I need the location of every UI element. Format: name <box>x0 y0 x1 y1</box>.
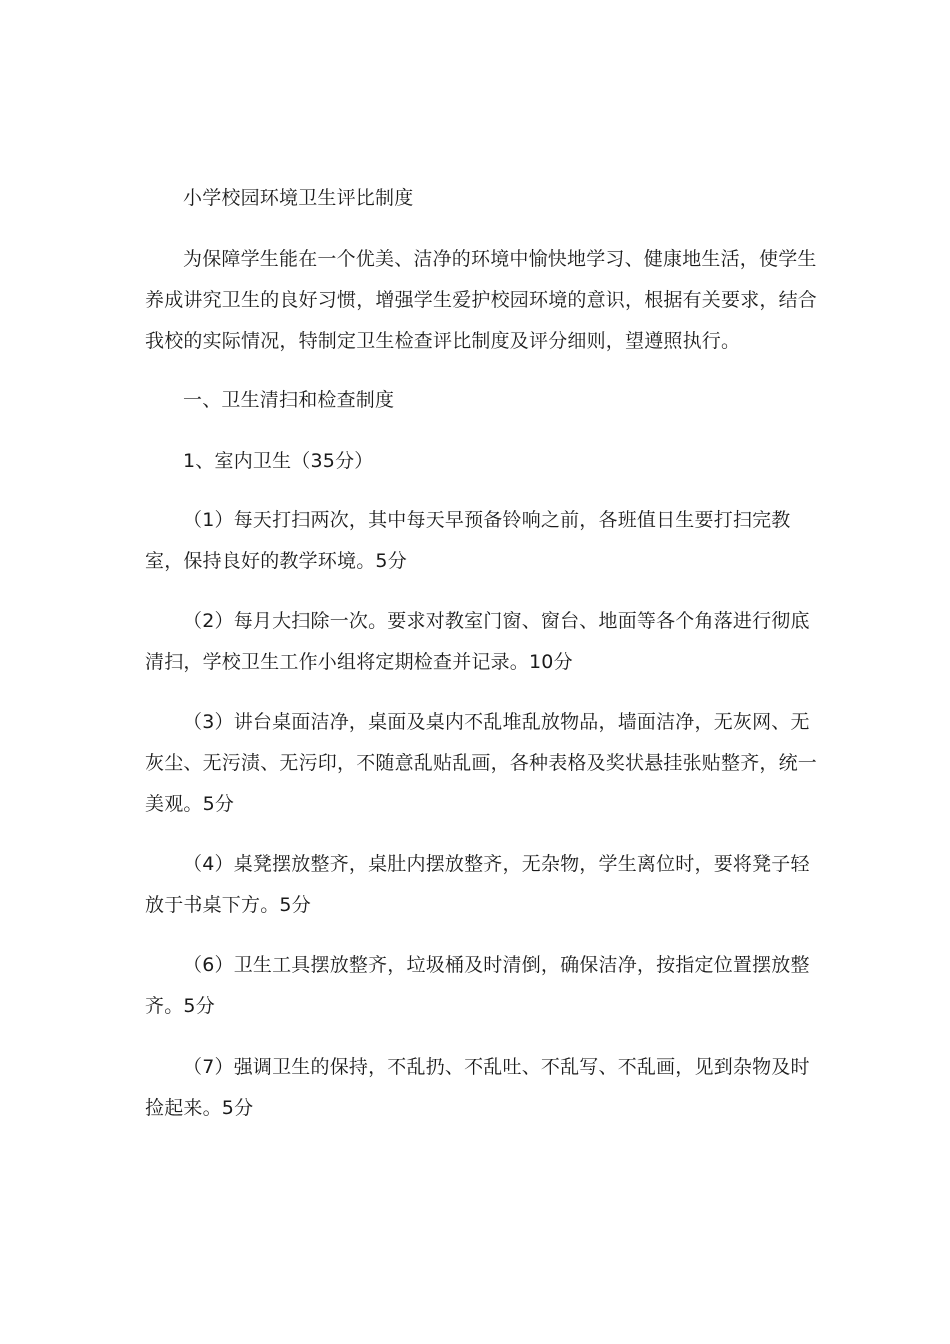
list-item-4: （4）桌凳摆放整齐，桌肚内摆放整齐，无杂物，学生离位时，要将凳子轻放于书桌下方。5分 <box>145 853 810 916</box>
list-item-3: （3）讲台桌面洁净，桌面及桌内不乱堆乱放物品，墙面洁净，无灰网、无灰尘、无污渍、无污印，不随意乱贴乱画，各种表格及奖状悬挂张贴整齐，统一美观。5分 <box>145 711 818 815</box>
subsection-heading: 1、室内卫生（35分） <box>183 450 374 472</box>
list-item-1: （1）每天打扫两次，其中每天早预备铃响之前，各班值日生要打扫完教室，保持良好的教学环境。5分 <box>145 509 791 572</box>
list-item-7: （7）强调卫生的保持，不乱扔、不乱吐、不乱写、不乱画，见到杂物及时捡起来。5分 <box>145 1056 810 1119</box>
intro-paragraph: 为保障学生能在一个优美、洁净的环境中愉快地学习、健康地生活，使学生养成讲究卫生的良好习惯，增强学生爱护校园环境的意识，根据有关要求，结合我校的实际情况，特制定卫生检查评比制度及评分细则，望遵照执行。 <box>145 248 818 352</box>
document-title: 小学校园环境卫生评比制度 <box>183 187 414 209</box>
section-heading: 一、卫生清扫和检查制度 <box>183 389 395 411</box>
list-item-2: （2）每月大扫除一次。要求对教室门窗、窗台、地面等各个角落进行彻底清扫，学校卫生工作小组将定期检查并记录。10分 <box>145 610 810 673</box>
list-item-6: （6）卫生工具摆放整齐，垃圾桶及时清倒，确保洁净，按指定位置摆放整齐。5分 <box>145 954 810 1017</box>
